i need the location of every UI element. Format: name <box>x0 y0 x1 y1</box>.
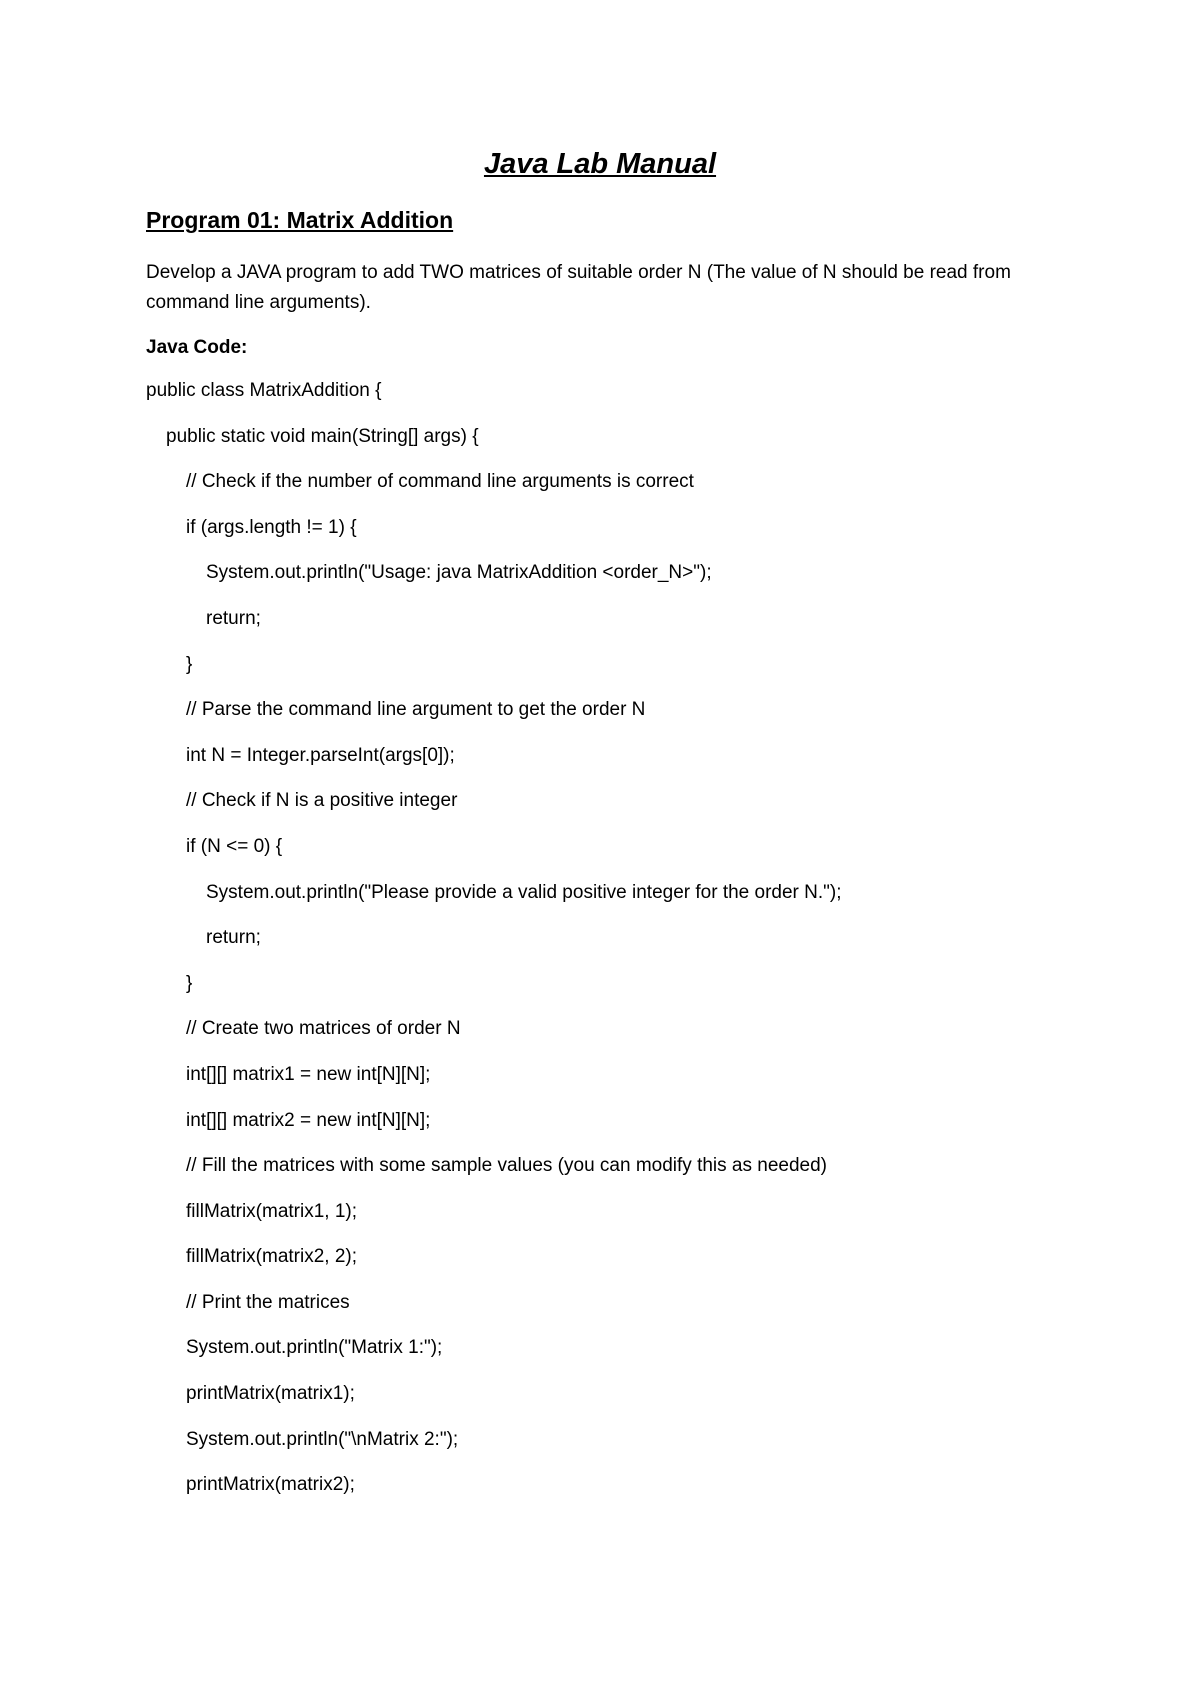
program-heading: Program 01: Matrix Addition <box>146 207 454 233</box>
code-line: if (args.length != 1) { <box>186 516 357 538</box>
code-block <box>146 377 1146 1517</box>
code-line: fillMatrix(matrix1, 1); <box>186 1200 358 1222</box>
code-line: // Check if N is a positive integer <box>186 790 458 812</box>
code-line: // Print the matrices <box>186 1291 350 1313</box>
code-heading: Java Code: <box>146 337 248 358</box>
code-line: return; <box>206 927 261 949</box>
code-line: System.out.println("Usage: java MatrixAddition <order_N>"); <box>206 562 712 584</box>
code-line: public static void main(String[] args) { <box>166 425 479 447</box>
code-line: return; <box>206 607 261 629</box>
code-line: if (N <= 0) { <box>186 835 283 857</box>
code-line: System.out.println("Please provide a valid positive integer for the order N."); <box>206 881 842 903</box>
code-line: System.out.println("Matrix 1:"); <box>186 1337 443 1359</box>
code-line: } <box>186 972 193 994</box>
code-line: fillMatrix(matrix2, 2); <box>186 1246 358 1268</box>
program-description: Develop a JAVA program to add TWO matrices of suitable order N (The value of N should be read from command line arguments). <box>146 262 1011 313</box>
document-title: Java Lab Manual <box>483 148 717 180</box>
code-line: // Fill the matrices with some sample values (you can modify this as needed) <box>186 1155 827 1177</box>
code-line: printMatrix(matrix1); <box>186 1383 355 1405</box>
code-line: int[][] matrix1 = new int[N][N]; <box>186 1063 431 1085</box>
code-line: // Create two matrices of order N <box>186 1018 461 1040</box>
code-line: } <box>186 653 193 675</box>
code-line: System.out.println("\nMatrix 2:"); <box>186 1428 459 1450</box>
code-line: public class MatrixAddition { <box>146 380 382 401</box>
code-line: // Check if the number of command line arguments is correct <box>186 471 694 493</box>
code-line: // Parse the command line argument to get the order N <box>186 699 646 721</box>
code-line: int N = Integer.parseInt(args[0]); <box>186 744 455 766</box>
code-line: int[][] matrix2 = new int[N][N]; <box>186 1109 431 1131</box>
code-line: printMatrix(matrix2); <box>186 1474 355 1496</box>
